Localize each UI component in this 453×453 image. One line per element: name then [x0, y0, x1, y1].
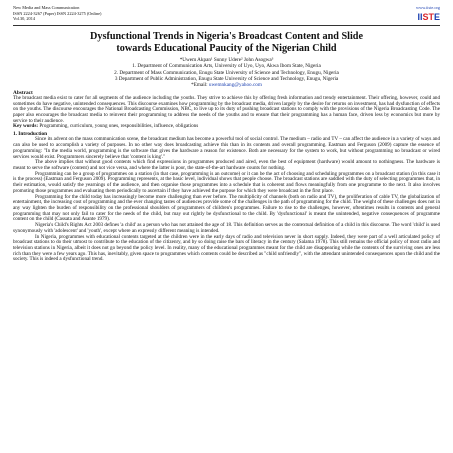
paper-title — [13, 31, 440, 54]
body-paragraph-1: Since its advent on the mass communication scene, the broadcast medium has become a powerful tool of social control. The medium – radio and TV – can affect the audience in a variety of ways and can also be used to accomplish a variety of purposes. In no other way does broadcasting achieve this than in its contents and overall programming. Eastman and Ferguson (2009) capture the essence of programming: "In the media world, programming is the software that gives the hardware a reason for existence. Both are necessary for the system to work, but without programming no broadcast or wired services would exist. Programmers sincerely believe that 'content is king'." — [13, 136, 440, 160]
body-paragraph-3: Programming can be a group of programmes on a station (in that case, programming is an outcome) or it can be the act of choosing and scheduling programmes on a broadcast station (in this case it is the process) (Eastman and Ferguson 2009). Programming represents, at the basic level, individual shows that people choose. The broadcast stations are saddled with the duty of selecting programmes that, in their estimation, would satisfy the yearnings of the audience, and then organise those programmes into a schedule that is coherent and flows meaningfully from one programme to the next. It also involves promoting those programmes and evaluating them periodically to ascertain if they have achieved the purpose for which they were broadcast in the first place. — [13, 170, 440, 194]
body-paragraph-6: In Nigeria, programmes with educational contents targeted at the children were in the early days of radio and television never in short supply. Indeed, they were part of a well articulated policy of broadcast stations to do their utmost to contribute to the education of the citizenry, and by so doing raise the bars of literacy in the century (Salama 1978). This still remains the official policy of most radio and television stations in Nigeria, albeit it does not go beyond the policy level. In reality, many of the educational programmes meant for the child are disappearing while the contents of the surviving ones are less rich than they were a few years ago. This has, inevitably, given space to programmes which contents could be described as "child unfriendly", with the attendant unintended consequences upon the child and the society. This is indeed a dysfunctional trend. — [13, 233, 440, 263]
body-paragraph-2: The above implies that without good contents which find expressions in programmes produced and aired, even the best of equipment (hardware) would amount to nothingness. The hardware is meant to serve the software (content) and not vice versa, and where the latter is poor, the state-of-the-art hardware counts for nothing. — [13, 159, 440, 171]
logo-letter-t: T — [428, 11, 434, 22]
journal-issn: ISSN 2224-3267 (Paper) ISSN 2224-3275 (Online) — [13, 10, 102, 16]
journal-volume: Vol.30, 2014 — [13, 16, 36, 22]
author-list: *Uwem Akpan¹ Sunny Udere² John Asogwa³ — [179, 57, 274, 64]
body-paragraph-4: Programming for the child today has increasingly become more challenging than ever before. The multiplicity of channels (both on radio and TV), the proliferation of cable TV, the globalization of entertainment, the increasing cost of programming and the ever changing tastes of audiences provide some of the challenges in the path of programming for the child. The weight of these challenges does not in any way lighten the burden of responsibility on the professional shoulders of programmers of children's programmes. Failure to rise to the challenges, however, oftentimes results in contents and general programming that may not only fail to cater for the needs of the child, but may out rightly be dysfunctional to the child. By 'dysfunctional' is meant the unintended, negative consequences of programme content on the child (Cassata and Asante 1979). — [13, 193, 440, 223]
body-paragraph-5: Nigeria's Child's Rights Act 2003 defines 'a child' as a person who has not attained the age of 18. This definition serves as the contextual definition of a child in this discourse. The word 'child' is used synonymously with 'adolescent' and 'youth', except where an expressly different meaning is intended. — [13, 222, 440, 234]
logo-letter-e: E — [433, 11, 440, 22]
journal-header — [13, 5, 440, 25]
journal-name: New Media and Mass Communication — [13, 5, 80, 10]
journal-url[interactable]: www.iiste.org — [416, 5, 440, 10]
email-link[interactable]: uwemnkang@yahoo.com — [208, 82, 262, 89]
title-line-2: towards Educational Paucity of the Nigerian Child — [116, 42, 337, 54]
keywords — [13, 124, 440, 130]
keywords-list: Programming, curriculum, young ones, responsibilities, influence, obligations — [38, 123, 199, 130]
iiste-logo — [417, 12, 440, 22]
header-rule — [13, 25, 440, 26]
journal-info — [13, 5, 101, 22]
affiliation-1: 1. Department of Communication Arts, University of Uyo, Uyo, Akwa Ibom State, Nigeria — [132, 63, 321, 70]
logo-letters-ii: II — [417, 11, 423, 22]
logo-letter-s: S — [422, 11, 429, 22]
email-label: *Email: — [191, 82, 208, 89]
journal-brand — [416, 5, 440, 22]
title-line-1: Dysfunctional Trends in Nigeria's Broadcast Content and Slide — [90, 31, 363, 42]
corresponding-email — [13, 82, 440, 88]
keywords-label: Key words: — [13, 123, 39, 130]
abstract-text: The broadcast media exist to cater for all segments of the audience including the youths. They strive to achieve this by offering fresh information and trendy entertainment. Their offering, however, could and sometimes do have negative, unintended consequences. This discourse examines how programming by the broadcast media, driven largely by the desire for returns on investment, has had dysfunction of effects on the youths. The discourse encourages the National Broadcasting Commission, NBC, to live up to its duty of pushing broadcast stations to comply with the provisions of the Nigeria Broadcasting Code. The paper also encourages the broadcast media to reinvent their programming to address the needs of the youths and to ensure that their programming has a human face, driven less by economics but more by service to their audience. — [13, 94, 440, 124]
abstract-heading: Abstract — [13, 89, 33, 96]
section-heading-introduction: 1. Introduction — [13, 131, 48, 138]
affiliation-2: 2. Department of Mass Communication, Enugu State University of Science and Technology, Enugu, Nigeria — [114, 69, 339, 76]
affiliation-3: 3 Department of Public Administration, Enugu State University of Science and Technology, Enugu, Nigeria — [114, 76, 339, 83]
